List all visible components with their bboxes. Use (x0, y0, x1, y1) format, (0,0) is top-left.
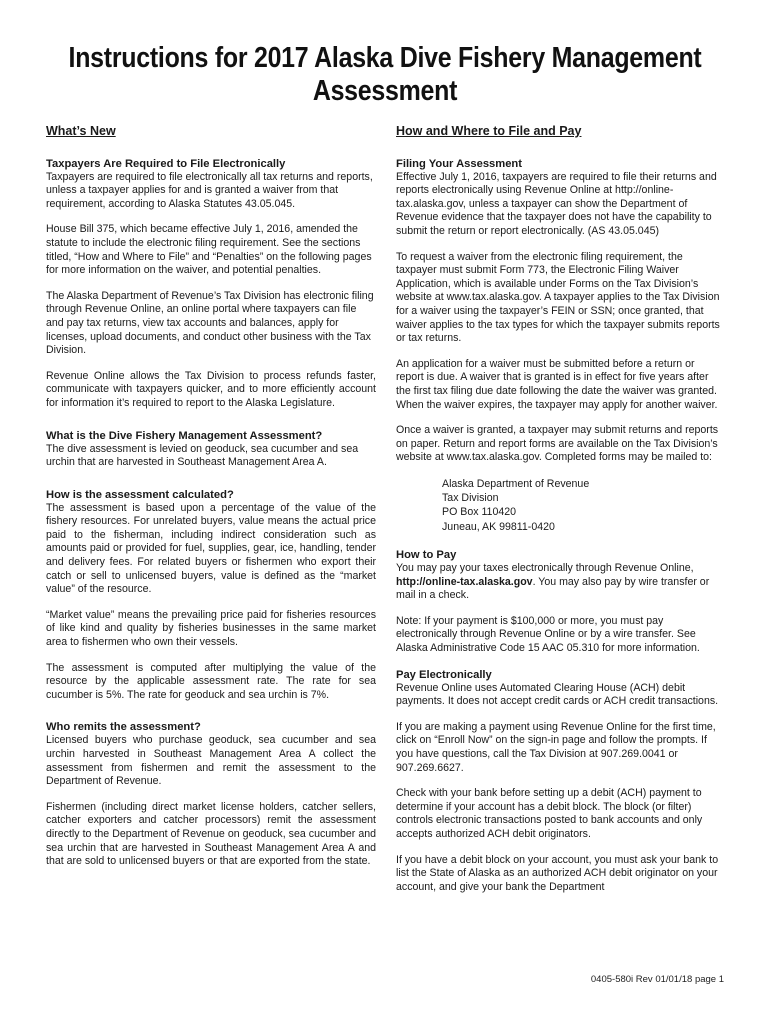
address-line: PO Box 110420 (442, 506, 517, 519)
paragraph: Licensed buyers who purchase geoduck, sea cucumber and sea urchin harvested in Southeast Management Area A collect the assessment from fishermen and remit the assessment to the Department of Revenue. (46, 734, 376, 788)
section-heading-whats-new: What’s New (46, 124, 116, 138)
paragraph: The Alaska Department of Revenue’s Tax Division has electronic filing through Revenue Online, an online portal where taxpayers can file and pay tax returns, view tax accounts and balances, apply for licenses, upload documents, and conduct other business with the Tax Division. (46, 289, 374, 357)
subheading-dive-assessment: What is the Dive Fishery Management Assessment? (46, 429, 323, 442)
right-column (396, 125, 724, 906)
paragraph: Revenue Online allows the Tax Division to process refunds faster, communicate with taxpayers quicker, and to more efficiently account for information it’s required to report to the Alaska Legislature. (46, 369, 376, 409)
paragraph: The dive assessment is levied on geoduck, sea cucumber and sea urchin that are harvested in Southeast Management Area A. (46, 442, 359, 469)
subheading-file-electronically: Taxpayers Are Required to File Electronically (46, 157, 286, 170)
address-line: Tax Division (442, 492, 499, 505)
page-footer: 0405-580i Rev 01/01/18 page 1 (590, 974, 724, 985)
address-line: Juneau, AK 99811-0420 (442, 520, 555, 533)
page-title: Instructions for 2017 Alaska Dive Fishery Management Assessment (68, 42, 702, 107)
paragraph: To request a waiver from the electronic filing requirement, the taxpayer must submit Form 773, the Electronic Filing Waiver Application, which is available under Forms on the Tax Division’s website at www.tax.alaska.gov. A taxpayer applies to the Tax Division for a waiver using the taxpayer’s FEIN or SSN; once granted, that waiver applies to the tax types for which the taxpayer submits reports or tax returns. (396, 250, 720, 345)
subheading-filing-assessment: Filing Your Assessment (396, 157, 522, 170)
revenue-online-link[interactable]: http://online-tax.alaska.gov (396, 575, 533, 588)
subheading-how-to-pay: How to Pay (396, 549, 457, 562)
paragraph: House Bill 375, which became effective July 1, 2016, amended the statute to include the electronic filing requirement. See the sections titled, “How and Where to File” and “Penalties” on the following pages for more information on the waiver, and potential penalties. (46, 223, 372, 277)
paragraph: Effective July 1, 2016, taxpayers are required to file their returns and reports electronically using Revenue Online at http://online-tax.alaska.gov, unless a taxpayer can show the Department of Revenue evidence that the taxpayer does not have the capability to submit the return or report electronically. (AS 43.05.045) (396, 170, 717, 237)
paragraph: Note: If your payment is $100,000 or more, you must pay electronically through Revenue Online or by a wire transfer. See Alaska Administrative Code 15 AAC 05.310 for more information. (396, 614, 700, 655)
subheading-pay-electronically: Pay Electronically (396, 668, 492, 681)
text: . You may also pay by wire transfer or mail in a check. (396, 575, 710, 602)
paragraph (396, 562, 724, 603)
mailing-address (442, 477, 724, 534)
subheading-assessment-calculated: How is the assessment calculated? (46, 488, 234, 501)
section-heading-how-where-file: How and Where to File and Pay (396, 124, 582, 138)
subheading-who-remits: Who remits the assessment? (46, 721, 201, 734)
paragraph: If you have a debit block on your account, you must ask your bank to list the State of Alaska as an authorized ACH debit originator on your account, and give your bank the Department (396, 853, 719, 893)
paragraph: Fishermen (including direct market license holders, catcher sellers, catcher exporters and catcher processors) remit the assessment directly to the Department of Revenue on geoduck, sea cucumber and sea urchin that are harvested in Southeast Management Area A and that are sold to unlicensed buyers or that are exported from the state. (46, 800, 376, 868)
left-column (46, 125, 376, 881)
paragraph: The assessment is computed after multiplying the value of the resource by the applicable assessment rate. The rate for sea cucumber is 5%. The rate for geoduck and sea urchin is 7%. (46, 661, 376, 701)
paragraph: Check with your bank before setting up a debit (ACH) payment to determine if your account has a debit block. The block (or filter) controls electronic transactions posted to bank accounts and only accepts authorized ACH debit originators. (396, 787, 703, 840)
paragraph: An application for a waiver must be submitted before a return or report is due. A waiver that is granted is in effect for five years after the first tax filing due date following the date the waiver was granted. When the waiver expires, the taxpayer may apply for another waiver. (396, 357, 718, 411)
paragraph: “Market value” means the prevailing price paid for fisheries resources of like kind and quality by fisheries businesses in the same market area to fishermen who own their vessels. (46, 608, 376, 649)
paragraph: If you are making a payment using Revenue Online for the first time, click on “Enroll Now” on the sign-in page and follow the prompts. If you have questions, call the Tax Division at 907.269.0041 or 907.269.6627. (396, 720, 716, 774)
address-line: Alaska Department of Revenue (442, 477, 590, 490)
paragraph: The assessment is based upon a percentage of the value of the fishery resources. For unrelated buyers, value means the actual price paid to the fisherman, including indirect consideration such as amounts paid or provided for fuel, supplies, gear, ice, handling, tender and delivery fees. For related buyers or fishermen who export their catch or sell to unlicensed buyers, value is defined as the “market value” of the resource. (46, 501, 376, 596)
text: You may pay your taxes electronically through Revenue Online, (396, 562, 694, 575)
paragraph: Taxpayers are required to file electronically all tax returns and reports, unless a taxpayer applies for and is granted a waiver from that requirement, according to Alaska Statutes 43.05.045. (46, 170, 373, 210)
paragraph: Revenue Online uses Automated Clearing House (ACH) debit payments. It does not accept credit cards or ACH credit transactions. (396, 681, 719, 708)
paragraph: Once a waiver is granted, a taxpayer may submit returns and reports on paper. Return and report forms are available on the Tax Division’s website at www.tax.alaska.gov. Completed forms may be mailed to: (396, 424, 719, 464)
